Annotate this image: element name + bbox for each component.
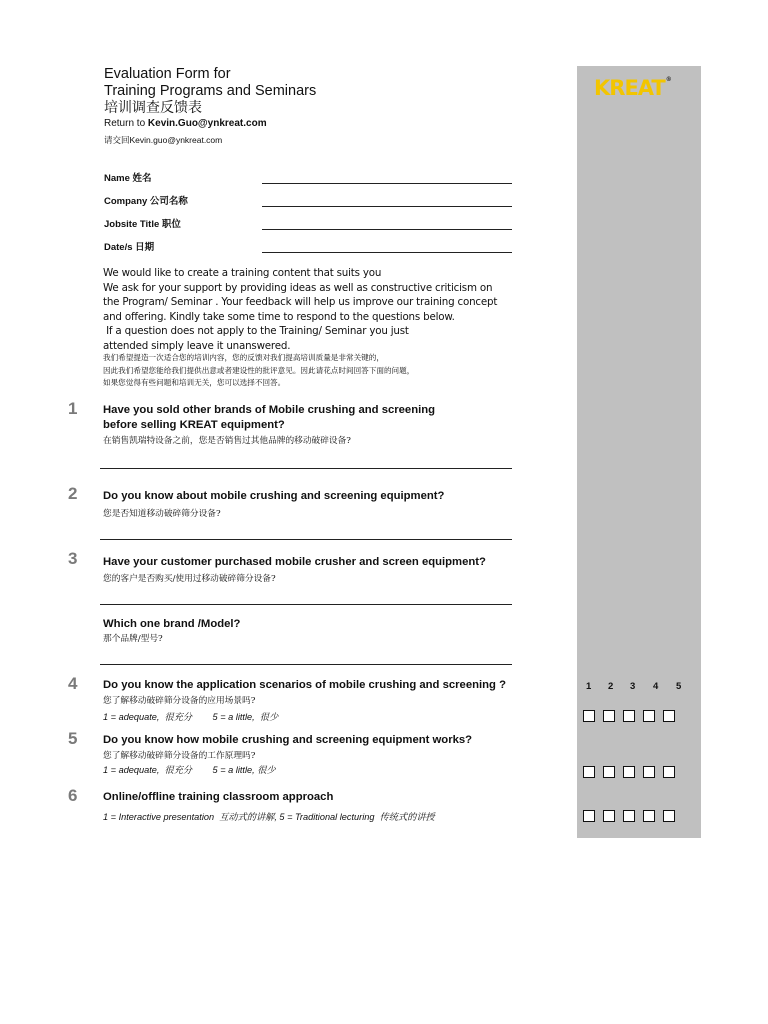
intro-paragraph: [103, 266, 497, 354]
question-1-line1: Have you sold other brands of Mobile crushing and screening: [103, 404, 436, 416]
rating-checkbox[interactable]: [603, 766, 615, 778]
scale-label-3: 3: [630, 681, 636, 692]
question-2-number: 2: [68, 484, 78, 503]
intro-line: We would like to create a training content that suits you: [103, 267, 382, 279]
rating-checkbox[interactable]: [623, 810, 635, 822]
question-4-cn: 您了解移动破碎筛分设备的应用场景吗?: [103, 696, 256, 706]
question-4-scale: 1 = adequate, 很充分 5 = a little, 很少: [103, 712, 279, 722]
question-5-text: Do you know how mobile crushing and screening equipment works?: [103, 734, 473, 746]
rating-checkbox[interactable]: [583, 766, 595, 778]
logo-registered-mark: ®: [665, 76, 671, 83]
rating-checkbox[interactable]: [663, 810, 675, 822]
form-title-line1: Evaluation Form for: [104, 66, 231, 82]
question-2-answer-line[interactable]: [100, 539, 512, 540]
return-cn-prefix: 请交回: [104, 135, 130, 145]
return-email[interactable]: Kevin.Guo@ynkreat.com: [147, 118, 267, 129]
rating-checkbox[interactable]: [643, 810, 655, 822]
question-1-text: [103, 403, 435, 433]
intro-cn-line: 因此我们希望您能给我们提供出意或者建设性的批评意见。因此请花点时间回答下面的问题，: [103, 365, 415, 375]
intro-cn-line: 我们希望提造一次适合您的培训内容，您的反馈对我们提高培训质量是非常关键的，: [103, 353, 384, 362]
rating-checkbox[interactable]: [643, 710, 655, 722]
scale-label-1: 1: [586, 681, 592, 692]
question-6-number: 6: [68, 786, 78, 805]
kreat-logo: [594, 76, 671, 100]
brand-model-question-cn: 那个品牌/型号?: [103, 634, 163, 644]
rating-checkbox[interactable]: [643, 766, 655, 778]
rating-checkbox[interactable]: [603, 710, 615, 722]
question-3-cn: 您的客户是否购买/使用过移动破碎筛分设备?: [103, 574, 276, 584]
question-1-number: 1: [68, 399, 78, 418]
question-3-answer-line[interactable]: [100, 604, 512, 605]
form-title-cn: 培训调查反馈表: [104, 100, 202, 116]
question-1-answer-line[interactable]: [100, 468, 512, 469]
intro-cn-line: 如果您觉得有些问题和培训无关，您可以选择不回答。: [103, 378, 286, 387]
name-label: Name 姓名: [104, 173, 152, 184]
question-4-text: Do you know the application scenarios of mobile crushing and screening ?: [103, 679, 506, 691]
question-6-text: Online/offline training classroom approach: [103, 791, 334, 803]
intro-line: and offering. Kindly take some time to respond to the questions below.: [103, 310, 455, 323]
jobsite-title-field[interactable]: [262, 229, 512, 230]
question-5-number: 5: [68, 729, 78, 748]
rating-side-panel: [577, 66, 701, 838]
rating-checkbox[interactable]: [583, 710, 595, 722]
question-2-text: Do you know about mobile crushing and screening equipment?: [103, 490, 445, 502]
question-6-rating: [583, 810, 693, 822]
rating-checkbox[interactable]: [623, 710, 635, 722]
question-2-cn: 您是否知道移动破碎筛分设备?: [103, 509, 221, 519]
question-4-number: 4: [68, 674, 78, 693]
rating-checkbox[interactable]: [583, 810, 595, 822]
return-prefix: Return to: [104, 118, 148, 129]
intro-line: If a question does not apply to the Training/ Seminar you just: [103, 325, 409, 338]
intro-line: the Program/ Seminar . Your feedback will help us improve our training concept: [103, 296, 498, 309]
form-title-line2: Training Programs and Seminars: [104, 83, 317, 99]
question-4-rating: [583, 710, 693, 722]
logo-text: KREAT: [594, 76, 665, 100]
question-6-scale: 1 = Interactive presentation 互动式的讲解, 5 = Traditional lecturing 传统式的讲授: [103, 812, 435, 822]
date-label: Date/s 日期: [104, 242, 155, 253]
question-1-line2: before selling KREAT equipment?: [103, 419, 285, 431]
question-1-cn: 在销售凯瑞特设备之前，您是否销售过其他品牌的移动破碎设备?: [103, 436, 351, 446]
date-field[interactable]: [262, 252, 512, 253]
question-5-rating: [583, 766, 693, 778]
rating-checkbox[interactable]: [603, 810, 615, 822]
jobsite-title-label: Jobsite Title 职位: [104, 219, 181, 230]
rating-checkbox[interactable]: [623, 766, 635, 778]
intro-paragraph-cn: [103, 352, 414, 390]
question-3-number: 3: [68, 549, 78, 568]
brand-model-answer-line[interactable]: [100, 664, 512, 665]
name-field[interactable]: [262, 183, 512, 184]
rating-checkbox[interactable]: [663, 710, 675, 722]
brand-model-question: Which one brand /Model?: [103, 618, 241, 630]
return-cn-email[interactable]: Kevin.guo@ynkreat.com: [129, 135, 223, 145]
question-3-text: Have your customer purchased mobile crusher and screen equipment?: [103, 556, 486, 568]
question-5-scale: 1 = adequate, 很充分 5 = a little, 很少: [103, 765, 276, 775]
scale-label-2: 2: [608, 681, 614, 692]
scale-label-5: 5: [676, 681, 682, 692]
intro-line: attended simply leave it unanswered.: [103, 339, 291, 352]
company-field[interactable]: [262, 206, 512, 207]
rating-checkbox[interactable]: [663, 766, 675, 778]
question-5-cn: 您了解移动破碎筛分设备的工作原理吗?: [103, 751, 256, 761]
return-line-cn: [104, 134, 222, 146]
return-line: [104, 118, 267, 129]
intro-line: We ask for your support by providing ideas as well as constructive criticism on: [103, 281, 493, 294]
company-label: Company 公司名称: [104, 196, 188, 207]
scale-label-4: 4: [653, 681, 659, 692]
